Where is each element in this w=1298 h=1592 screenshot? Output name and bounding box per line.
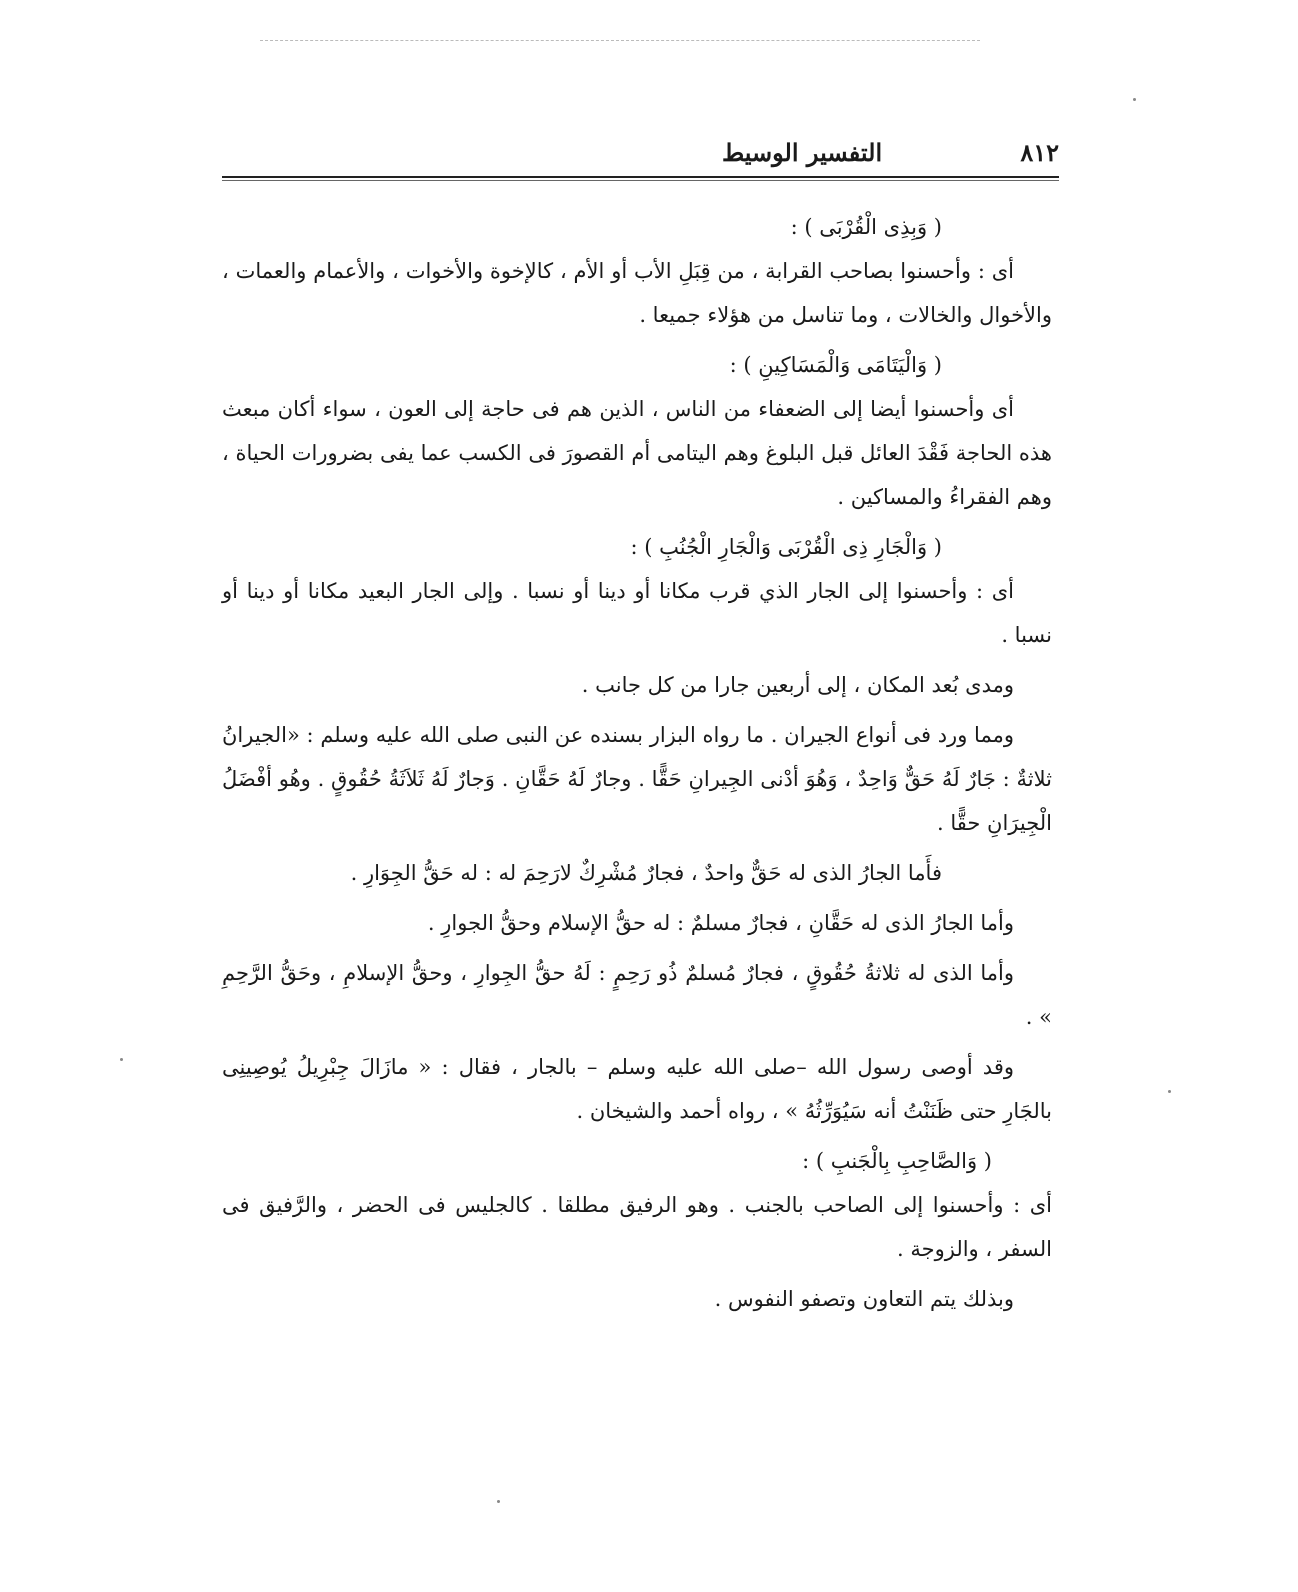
- scan-speck: [497, 1500, 500, 1503]
- paragraph-companion: أى : وأحسنوا إلى الصاحب بالجنب . وهو الرفيق مطلقا . كالجليس فى الحضر ، والرَّفيق فى السفر ، والزوجة .: [222, 1193, 1052, 1261]
- running-title: التفسير الوسيط: [722, 138, 883, 167]
- scan-artifact-line: [260, 40, 980, 41]
- paragraph-two-rights: وأما الجارُ الذى له حَقَّانِ ، فجارٌ مسلمٌ : له حقُّ الإسلام وحقُّ الجوارِ .: [427, 911, 1014, 935]
- paragraph-relatives: أى : وأحسنوا بصاحب القرابة ، من قِبَلِ الأب أو الأم ، كالإخوة والأخوات ، والأعمام والعمات ، والأخوال والخالات ، وما تناسل من هؤلاء جميعا .: [222, 259, 1052, 327]
- verse-heading-companion: ( وَالصَّاحِبِ بِالْجَنبِ ) :: [802, 1149, 992, 1173]
- paragraph-one-right: فأَما الجارُ الذى له حَقٌّ واحدٌ ، فجارٌ مُشْرِكٌ لارَحِمَ له : له حَقُّ الجِوَارِ .: [350, 861, 942, 885]
- paragraph-orphans: أى وأحسنوا أيضا إلى الضعفاء من الناس ، الذين هم فى حاجة إلى العون ، سواء أكان مبعث هذه الحاجة فَقْدَ العائل قبل البلوغ وهم اليتامى أم القصورَ فى الكسب عما يفى بضرورات الحياة ، وهم الفقراءُ والمساكين .: [222, 397, 1052, 509]
- header-rule: [222, 176, 1059, 178]
- paragraph-jibril-hadith: وقد أوصى رسول الله –صلى الله عليه وسلم – بالجار ، فقال : « مازَالَ جِبْرِيلُ يُوصِينِى بالجَارِ حتى ظَنَنْتُ أنه سَيُوَرِّثُهُ » ، رواه أحمد والشيخان .: [222, 1055, 1052, 1123]
- page-number: ٨١٢: [1020, 138, 1059, 167]
- header-rule-thin: [222, 180, 1059, 181]
- verse-heading-neighbors: ( وَالْجَارِ ذِى الْقُرْبَى وَالْجَارِ الْجُنُبِ ) :: [630, 535, 942, 559]
- page-body: [222, 205, 1052, 1327]
- verse-heading-orphans: ( وَالْيَتَامَى وَالْمَسَاكِينِ ) :: [729, 353, 942, 377]
- paragraph-three-rights: وأما الذى له ثلاثةُ حُقُوقٍ ، فجارٌ مُسلمٌ ذُو رَحِمٍ : لَهُ حقُّ الجِوارِ ، وحقُّ الإسلامِ ، وحَقُّ الرَّحِمِ » .: [222, 961, 1052, 1029]
- scan-speck: [1133, 98, 1136, 101]
- paragraph-distance: ومدى بُعد المكان ، إلى أربعين جارا من كل جانب .: [581, 673, 1014, 697]
- page-header: [222, 138, 1059, 172]
- paragraph-hadith-intro: ومما ورد فى أنواع الجيران . ما رواه البزار بسنده عن النبى صلى الله عليه وسلم : «الجيرانُ ثلاثةٌ : جَارٌ لَهُ حَقٌّ وَاحِدٌ ، وَهُوَ أدْنى الجِيرانِ حَقًّا . وجارٌ لَهُ حَقَّانِ . وَجارٌ لَهُ ثَلاَثَةُ حُقُوقٍ . وهُو أفْضَلُ الْجِيرَانِ حقًّا .: [222, 723, 1052, 835]
- scan-speck: [120, 1058, 123, 1061]
- paragraph-neighbors: أى : وأحسنوا إلى الجار الذي قرب مكانا أو دينا أو نسبا . وإلى الجار البعيد مكانا أو دينا أو نسبا .: [222, 579, 1052, 647]
- paragraph-conclusion: وبذلك يتم التعاون وتصفو النفوس .: [714, 1287, 1014, 1311]
- scan-speck: [1168, 1090, 1171, 1093]
- verse-heading-relatives: ( وَبِذِى الْقُرْبَى ) :: [790, 215, 942, 239]
